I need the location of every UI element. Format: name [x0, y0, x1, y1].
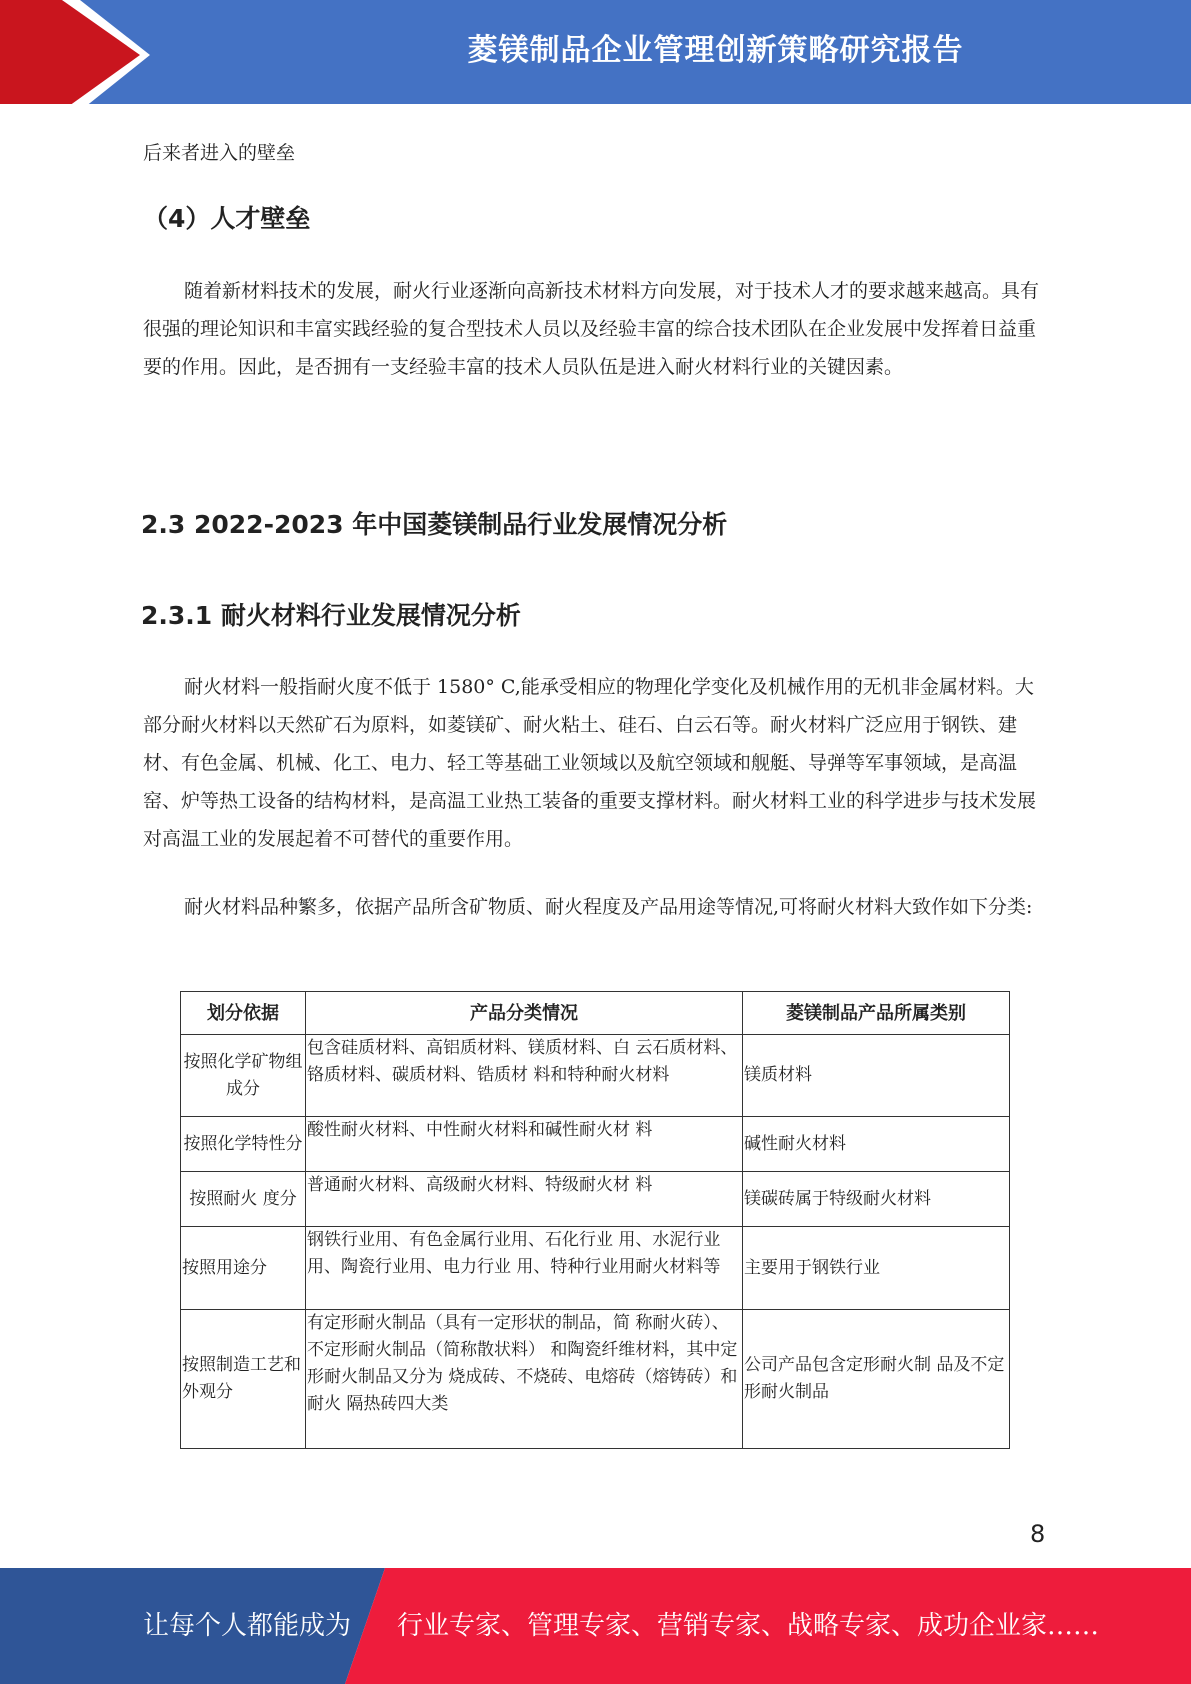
footer-slogan-right: 行业专家、管理专家、营销专家、战略专家、成功企业家…… [397, 1611, 1100, 1641]
classification-table [180, 991, 1010, 1449]
table-cell-basis: 按照耐火 度分 [181, 1172, 306, 1227]
section-heading-2-3: 2.3 2022-2023 年中国菱镁制品行业发展情况分析 [141, 510, 728, 539]
table-header-cell: 菱镁制品产品所属类别 [743, 992, 1010, 1035]
table-cell-category: 有定形耐火制品（具有一定形状的制品，简 称耐火砖）、不定形耐火制品（简称散状料） 和陶瓷纤维材料，其中定形耐火制品又分为 烧成砖、不烧砖、电熔砖（熔铸砖）和耐火 隔热砖四大类 [306, 1310, 743, 1449]
table-cell-category: 普通耐火材料、高级耐火材料、特级耐火材 料 [306, 1172, 743, 1227]
table-cell-basis: 按照制造工艺和外观分 [181, 1310, 306, 1449]
page-number: 8 [1030, 1520, 1046, 1548]
table-cell-category: 包含硅质材料、高铝质材料、镁质材料、白 云石质材料、铬质材料、碳质材料、锆质材 料和特种耐火材料 [306, 1035, 743, 1117]
table-row [181, 1172, 1010, 1227]
table-row [181, 1117, 1010, 1172]
report-title: 菱镁制品企业管理创新策略研究报告 [467, 33, 964, 68]
table-header-row [181, 992, 1010, 1035]
table-cell-product-class: 主要用于钢铁行业 [743, 1227, 1010, 1310]
table-cell-product-class: 碱性耐火材料 [743, 1117, 1010, 1172]
paragraph-classify: 耐火材料品种繁多，依据产品所含矿物质、耐火程度及产品用途等情况,可将耐火材料大致作如下分类: [184, 896, 1033, 918]
page-header [0, 0, 1191, 111]
page-footer [0, 1568, 1191, 1684]
paragraph-refractory: 耐火材料一般指耐火度不低于 1580° C,能承受相应的物理化学变化及机械作用的无机非金属材料。大部分耐火材料以天然矿石为原料，如菱镁矿、耐火粘土、硅石、白云石等。耐火材料广泛应用于钢铁、建材、有色金属、机械、化工、电力、轻工等基础工业领域以及航空领域和舰艇、导弹等军事领域，是高温窑、炉等热工设备的结构材料，是高温工业热工装备的重要支撑材料。耐火材料工业的科学进步与技术发展对高温工业的发展起着不可替代的重要作用。 [143, 676, 1037, 850]
continuation-text: 后来者进入的壁垒 [143, 142, 296, 164]
table-cell-category: 酸性耐火材料、中性耐火材料和碱性耐火材 料 [306, 1117, 743, 1172]
header-red-arrow [0, 0, 148, 111]
table-cell-basis: 按照用途分 [181, 1227, 306, 1310]
header-bottom-gap [0, 104, 1191, 111]
section-heading-2-3-1: 2.3.1 耐火材料行业发展情况分析 [141, 601, 521, 630]
table-row [181, 1035, 1010, 1117]
table-row [181, 1227, 1010, 1310]
section-heading-talent: （4）人才壁垒 [143, 204, 311, 233]
table-cell-basis: 按照化学矿物组成分 [181, 1035, 306, 1117]
footer-slogan-left: 让每个人都能成为 [143, 1611, 352, 1641]
table-cell-basis: 按照化学特性分 [181, 1117, 306, 1172]
table-cell-category: 钢铁行业用、有色金属行业用、石化行业 用、水泥行业用、陶瓷行业用、电力行业 用、特种行业用耐火材料等 [306, 1227, 743, 1310]
table-row [181, 1310, 1010, 1449]
table-cell-product-class: 公司产品包含定形耐火制 品及不定形耐火制品 [743, 1310, 1010, 1449]
paragraph-talent: 随着新材料技术的发展，耐火行业逐渐向高新技术材料方向发展，对于技术人才的要求越来越高。具有很强的理论知识和丰富实践经验的复合型技术人员以及经验丰富的综合技术团队在企业发展中发挥着日益重要的作用。因此，是否拥有一支经验丰富的技术人员队伍是进入耐火材料行业的关键因素。 [143, 280, 1040, 378]
table-header-cell: 产品分类情况 [306, 992, 743, 1035]
table-cell-product-class: 镁碳砖属于特级耐火材料 [743, 1172, 1010, 1227]
table-cell-product-class: 镁质材料 [743, 1035, 1010, 1117]
table-header-cell: 划分依据 [181, 992, 306, 1035]
